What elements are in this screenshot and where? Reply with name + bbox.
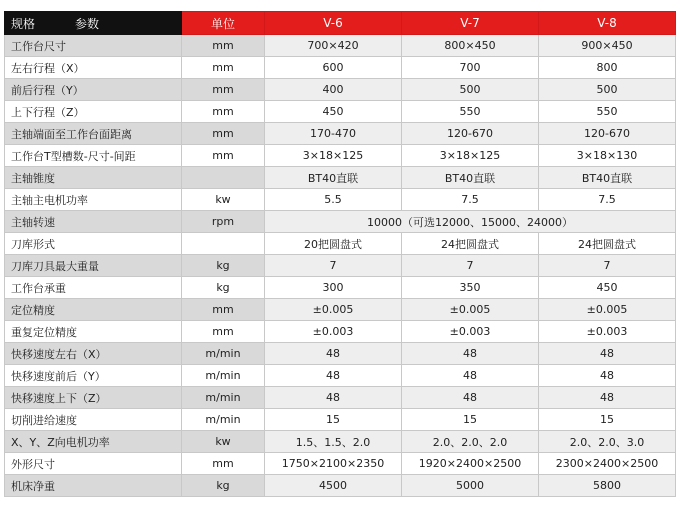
spec-row [5, 233, 676, 255]
spec-value: 7.5 [402, 189, 539, 211]
spec-value: 350 [402, 277, 539, 299]
spec-value: 600 [265, 57, 402, 79]
spec-name: 主轴锥度 [5, 167, 182, 189]
spec-value: 48 [539, 365, 676, 387]
spec-row [5, 299, 676, 321]
spec-name: 机床净重 [5, 475, 182, 497]
spec-value: 4500 [265, 475, 402, 497]
spec-value: 7 [539, 255, 676, 277]
spec-value: 15 [539, 409, 676, 431]
spec-value: ±0.005 [265, 299, 402, 321]
spec-name: 主轴端面至工作台面距离 [5, 123, 182, 145]
spec-name: 工作台尺寸 [5, 35, 182, 57]
spec-value: 1920×2400×2500 [402, 453, 539, 475]
spec-value: 170-470 [265, 123, 402, 145]
spec-row [5, 35, 676, 57]
spec-value: 7 [265, 255, 402, 277]
spec-unit: mm [182, 453, 265, 475]
spec-unit [182, 167, 265, 189]
spec-value: 450 [539, 277, 676, 299]
spec-unit: m/min [182, 409, 265, 431]
spec-value: 550 [539, 101, 676, 123]
spec-value: 24把圆盘式 [402, 233, 539, 255]
spec-name: 切削进给速度 [5, 409, 182, 431]
spec-name: 工作台T型槽数-尺寸-间距 [5, 145, 182, 167]
header-label-param: 参数 [75, 16, 100, 31]
spec-value: 48 [539, 343, 676, 365]
spec-value: 550 [402, 101, 539, 123]
spec-unit: m/min [182, 343, 265, 365]
spec-row [5, 79, 676, 101]
spec-value: 15 [265, 409, 402, 431]
spec-name: 刀库刀具最大重量 [5, 255, 182, 277]
spec-name: 重复定位精度 [5, 321, 182, 343]
spec-unit: kg [182, 475, 265, 497]
spec-row [5, 101, 676, 123]
spec-name: 定位精度 [5, 299, 182, 321]
spec-name: 主轴转速 [5, 211, 182, 233]
spec-row [5, 365, 676, 387]
spec-value: 48 [265, 365, 402, 387]
spec-unit: mm [182, 145, 265, 167]
spec-name: 快移速度上下（Z） [5, 387, 182, 409]
spec-value: ±0.003 [265, 321, 402, 343]
spec-value: 120-670 [539, 123, 676, 145]
spec-value: 500 [539, 79, 676, 101]
header-model: V-8 [539, 12, 676, 35]
spec-row [5, 475, 676, 497]
spec-unit: kg [182, 277, 265, 299]
spec-value: 5.5 [265, 189, 402, 211]
spec-value: 2.0、2.0、3.0 [539, 431, 676, 453]
spec-unit: m/min [182, 365, 265, 387]
spec-row [5, 189, 676, 211]
spec-value: 15 [402, 409, 539, 431]
spec-value: 48 [265, 387, 402, 409]
spec-unit: mm [182, 321, 265, 343]
spec-name: 左右行程（X） [5, 57, 182, 79]
spec-name: 外形尺寸 [5, 453, 182, 475]
spec-value: 48 [402, 343, 539, 365]
spec-value: 700 [402, 57, 539, 79]
spec-value: 1750×2100×2350 [265, 453, 402, 475]
spec-unit: mm [182, 101, 265, 123]
spec-row [5, 145, 676, 167]
spec-value: 2.0、2.0、2.0 [402, 431, 539, 453]
spec-row [5, 123, 676, 145]
spec-name: 工作台承重 [5, 277, 182, 299]
spec-name: 快移速度左右（X） [5, 343, 182, 365]
spec-row [5, 167, 676, 189]
spec-value: 20把圆盘式 [265, 233, 402, 255]
spec-value: ±0.005 [539, 299, 676, 321]
spec-row [5, 211, 676, 233]
spec-value: ±0.003 [539, 321, 676, 343]
spec-name: 快移速度前后（Y） [5, 365, 182, 387]
spec-unit: kw [182, 431, 265, 453]
spec-value: 900×450 [539, 35, 676, 57]
spec-value: 3×18×125 [265, 145, 402, 167]
spec-row [5, 343, 676, 365]
header-model: V-7 [402, 12, 539, 35]
spec-value: 1.5、1.5、2.0 [265, 431, 402, 453]
header-row [5, 12, 676, 35]
header-model: V-6 [265, 12, 402, 35]
spec-value: 800×450 [402, 35, 539, 57]
spec-unit: mm [182, 123, 265, 145]
spec-row [5, 57, 676, 79]
spec-value: 24把圆盘式 [539, 233, 676, 255]
spec-value: 450 [265, 101, 402, 123]
spec-value: BT40直联 [265, 167, 402, 189]
spec-unit: mm [182, 35, 265, 57]
spec-value: 5800 [539, 475, 676, 497]
spec-value: 120-670 [402, 123, 539, 145]
spec-unit: mm [182, 299, 265, 321]
spec-unit: rpm [182, 211, 265, 233]
spec-name: 主轴主电机功率 [5, 189, 182, 211]
spec-row [5, 453, 676, 475]
spec-value: 300 [265, 277, 402, 299]
spec-value: 7 [402, 255, 539, 277]
header-unit: 单位 [182, 12, 265, 35]
spec-table [4, 11, 676, 497]
spec-unit: mm [182, 57, 265, 79]
header-spec-param [5, 12, 182, 35]
spec-unit [182, 233, 265, 255]
spec-value-merged: 10000（可选12000、15000、24000） [265, 211, 676, 233]
spec-value: 7.5 [539, 189, 676, 211]
spec-value: 400 [265, 79, 402, 101]
spec-name: 刀库形式 [5, 233, 182, 255]
spec-row [5, 387, 676, 409]
spec-row [5, 431, 676, 453]
spec-value: 48 [402, 365, 539, 387]
spec-row [5, 277, 676, 299]
header-label-spec: 规格 [11, 16, 36, 31]
spec-unit: mm [182, 79, 265, 101]
spec-value: 500 [402, 79, 539, 101]
spec-row [5, 321, 676, 343]
spec-value: ±0.003 [402, 321, 539, 343]
spec-value: 48 [265, 343, 402, 365]
spec-table-body [5, 12, 676, 497]
spec-value: 48 [402, 387, 539, 409]
spec-value: ±0.005 [402, 299, 539, 321]
spec-value: BT40直联 [539, 167, 676, 189]
spec-unit: kw [182, 189, 265, 211]
spec-value: 800 [539, 57, 676, 79]
spec-value: 5000 [402, 475, 539, 497]
spec-unit: m/min [182, 387, 265, 409]
spec-value: 700×420 [265, 35, 402, 57]
spec-value: 2300×2400×2500 [539, 453, 676, 475]
spec-name: 前后行程（Y） [5, 79, 182, 101]
spec-unit: kg [182, 255, 265, 277]
spec-name: X、Y、Z向电机功率 [5, 431, 182, 453]
spec-table-container [4, 11, 676, 497]
spec-row [5, 255, 676, 277]
spec-name: 上下行程（Z） [5, 101, 182, 123]
spec-value: 3×18×130 [539, 145, 676, 167]
spec-value: 48 [539, 387, 676, 409]
spec-row [5, 409, 676, 431]
spec-value: BT40直联 [402, 167, 539, 189]
spec-value: 3×18×125 [402, 145, 539, 167]
